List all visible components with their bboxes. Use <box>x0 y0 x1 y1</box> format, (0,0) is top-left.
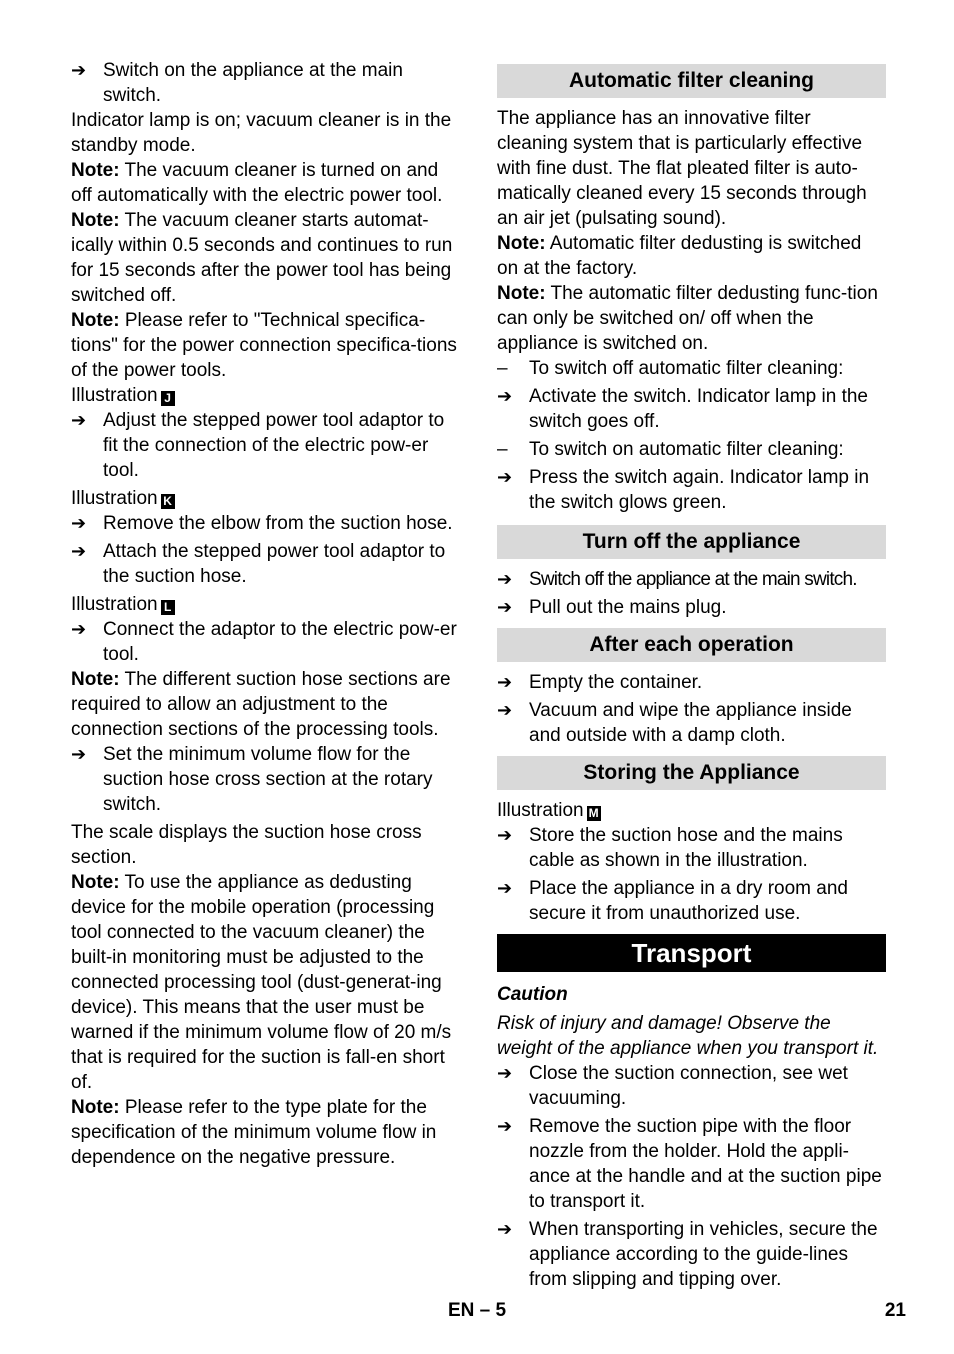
step-text: Connect the adaptor to the electric pow-er tool. <box>103 619 457 665</box>
caution-text: Risk of injury and damage! Observe the weight of the appliance when you transport it. <box>497 1013 879 1059</box>
arrow-right-icon: ➔ <box>497 569 513 589</box>
arrow-right-icon: ➔ <box>71 619 87 639</box>
note: Note: Please refer to "Technical specifica-tions" for the power connection specifica-tions of the power tools. <box>71 310 457 381</box>
note: Note: Please refer to the type plate for the specification of the minimum volume flow in dependence on the negative pressure. <box>71 1097 437 1168</box>
step-text: Remove the suction pipe with the floor nozzle from the holder. Hold the appli-ance at the handle and at the suction pipe to transport it. <box>529 1116 882 1212</box>
arrow-right-icon: ➔ <box>71 541 87 561</box>
list-item <box>497 595 886 620</box>
illustration-badge: J <box>161 391 175 406</box>
note: Note: The automatic filter dedusting func-tion can only be switched on/ off when the appliance is switched on. <box>497 283 878 354</box>
list-item <box>497 356 886 381</box>
arrow-right-icon: ➔ <box>497 672 513 692</box>
step-text: Store the suction hose and the mains cable as shown in the illustration. <box>529 825 843 871</box>
section-heading: Automatic filter cleaning <box>497 64 886 98</box>
paragraph: The appliance has an innovative filter cleaning system that is particularly effective with fine dust. The flat pleated filter is auto-matically cleaned every 15 seconds through an air jet (pulsating sound). <box>497 108 867 229</box>
arrow-right-icon: ➔ <box>497 1116 513 1136</box>
arrow-right-icon: ➔ <box>71 744 87 764</box>
step-text: Remove the elbow from the suction hose. <box>103 513 453 534</box>
arrow-right-icon: ➔ <box>497 878 513 898</box>
arrow-right-icon: ➔ <box>497 386 513 406</box>
illustration-ref: Illustration L <box>71 592 460 617</box>
chapter-heading: Transport <box>497 934 886 972</box>
note: Note: Automatic filter dedusting is switched on at the factory. <box>497 233 862 279</box>
arrow-right-icon: ➔ <box>497 1063 513 1083</box>
illustration-ref: Illustration J <box>71 383 460 408</box>
page-number: 21 <box>884 1300 906 1321</box>
note: Note: The different suction hose sections are required to allow an adjustment to the connection sections of the processing tools. <box>71 669 451 740</box>
list-item <box>497 567 886 592</box>
note: Note: The vacuum cleaner starts automat-ically within 0.5 seconds and continues to run for 15 seconds after the power tool has being switched off. <box>71 210 453 306</box>
note: Note: The vacuum cleaner is turned on and off automatically with the electric power tool. <box>71 160 443 206</box>
step-text: Close the suction connection, see wet vacuuming. <box>529 1063 848 1109</box>
footer-section-label: EN – 5 <box>448 1300 507 1321</box>
list-item <box>497 698 886 748</box>
illustration-badge: M <box>588 806 599 820</box>
dash-bullet: – <box>497 358 508 379</box>
list-item <box>71 539 460 589</box>
illustration-ref: Illustration M <box>497 800 599 821</box>
left-column <box>71 58 460 1170</box>
step-text: Adjust the stepped power tool adaptor to fit the connection of the electric pow-er tool. <box>103 410 445 481</box>
illustration-ref: Illustration K <box>71 486 460 511</box>
arrow-right-icon: ➔ <box>71 513 87 533</box>
step-text: To switch on automatic filter cleaning: <box>529 439 844 460</box>
right-column <box>497 64 886 1292</box>
list-item <box>497 1114 886 1214</box>
step-text: Switch off the appliance at the main switch. <box>529 569 857 590</box>
list-item <box>497 1217 886 1292</box>
list-item <box>497 823 886 873</box>
step-text: Attach the stepped power tool adaptor to the suction hose. <box>103 541 446 587</box>
step-text: Set the minimum volume flow for the suction hose cross section at the rotary switch. <box>103 744 433 815</box>
arrow-right-icon: ➔ <box>71 60 87 80</box>
arrow-right-icon: ➔ <box>497 597 513 617</box>
step-text: Empty the container. <box>529 672 703 693</box>
step-text: Press the switch again. Indicator lamp in the switch glows green. <box>529 467 870 513</box>
list-item <box>71 742 460 817</box>
step-text: Pull out the mains plug. <box>529 597 727 618</box>
list-item <box>71 511 460 536</box>
paragraph: Indicator lamp is on; vacuum cleaner is in the standby mode. <box>71 110 452 156</box>
section-heading: Turn off the appliance <box>497 525 886 559</box>
illustration-badge: L <box>161 600 175 615</box>
list-item <box>497 876 886 926</box>
list-item <box>71 617 460 667</box>
section-heading: After each operation <box>497 628 886 662</box>
caution-label: Caution <box>497 984 568 1005</box>
step-text: Vacuum and wipe the appliance inside and outside with a damp cloth. <box>529 700 852 746</box>
arrow-right-icon: ➔ <box>497 467 513 487</box>
list-item <box>71 58 460 108</box>
step-text: To switch off automatic filter cleaning: <box>529 358 844 379</box>
step-text: Place the appliance in a dry room and secure it from unauthorized use. <box>529 878 848 924</box>
arrow-right-icon: ➔ <box>497 1219 513 1239</box>
dash-bullet: – <box>497 439 508 460</box>
section-heading: Storing the Appliance <box>497 756 886 790</box>
illustration-badge: K <box>161 494 175 509</box>
step-text: Switch on the appliance at the main switch. <box>103 60 403 106</box>
step-text: When transporting in vehicles, secure the appliance according to the guide-lines from slipping and tipping over. <box>529 1219 878 1290</box>
list-item <box>71 408 460 483</box>
arrow-right-icon: ➔ <box>497 700 513 720</box>
arrow-right-icon: ➔ <box>497 825 513 845</box>
arrow-right-icon: ➔ <box>71 410 87 430</box>
list-item <box>497 1061 886 1111</box>
list-item <box>497 670 886 695</box>
list-item <box>497 465 886 515</box>
step-text: Activate the switch. Indicator lamp in the switch goes off. <box>529 386 868 432</box>
list-item <box>497 437 886 462</box>
note: Note: To use the appliance as dedusting device for the mobile operation (processing tool connected to the vacuum cleaner) the built-in monitoring must be adjusted to the connected processing tool (dust-generat-ing device). This means that the user must be warned if the minimum volume flow of 20 m/s that is required for the suction is fall-en short of. <box>71 872 452 1093</box>
paragraph: The scale displays the suction hose cross section. <box>71 822 422 868</box>
list-item <box>497 384 886 434</box>
